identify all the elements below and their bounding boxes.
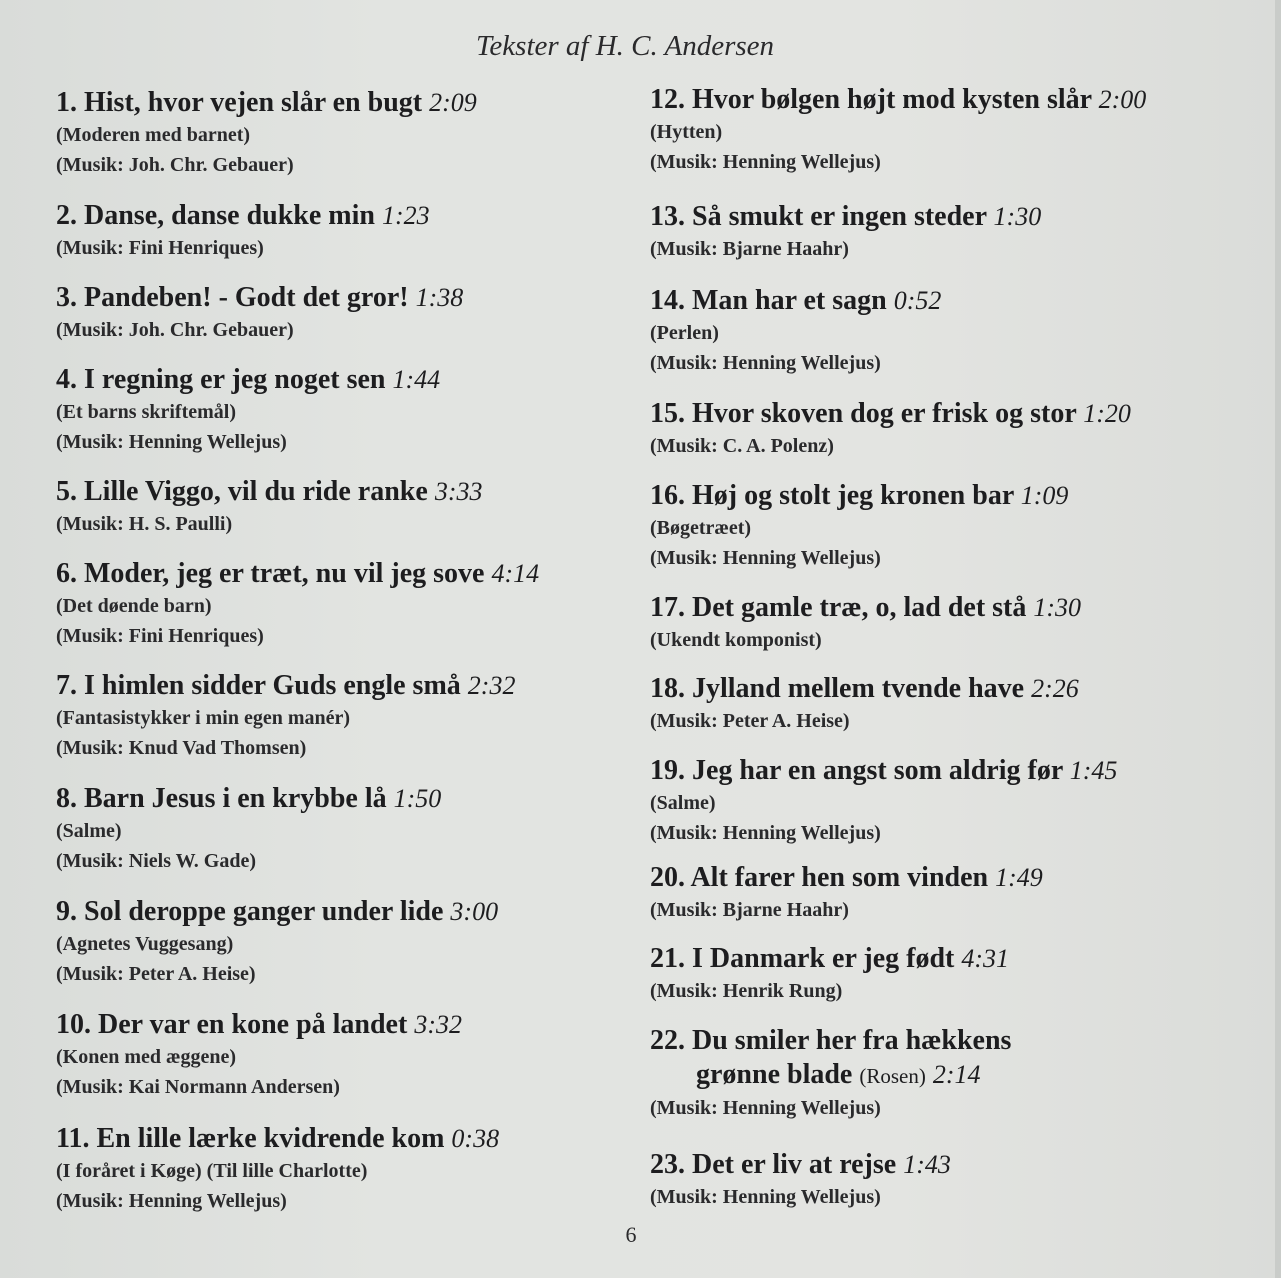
track-9: [56, 895, 626, 1008]
track-composer: (Musik: Joh. Chr. Gebauer): [56, 154, 294, 176]
track-composer: (Musik: Peter A. Heise): [56, 963, 256, 985]
track-title: 13. Så smukt er ingen steder 1:30: [650, 201, 1042, 232]
page-header: Tekster af H. C. Andersen: [475, 30, 775, 62]
track-19: [650, 754, 1230, 861]
track-composer: (Musik: Henrik Rung): [650, 980, 843, 1002]
track-title: 8. Barn Jesus i en krybbe lå 1:50: [56, 783, 442, 814]
track-14: [650, 284, 1230, 397]
track-title: 9. Sol deroppe ganger under lide 3:00: [56, 896, 499, 927]
track-title: 15. Hvor skoven dog er frisk og stor 1:20: [650, 398, 1131, 429]
track-duration: 1:45: [1069, 756, 1118, 785]
track-subtitle: (Et barns skriftemål): [56, 401, 236, 423]
track-duration: 3:33: [434, 477, 483, 506]
track-duration: 1:09: [1020, 481, 1069, 510]
page-number: 6: [625, 1222, 637, 1247]
track-title: 18. Jylland mellem tvende have 2:26: [650, 673, 1079, 704]
track-composer: (Musik: Joh. Chr. Gebauer): [56, 319, 294, 341]
track-title: 5. Lille Viggo, vil du ride ranke 3:33: [56, 476, 483, 507]
track-composer: (Musik: Fini Henriques): [56, 237, 264, 259]
track-12: [650, 83, 1230, 200]
track-duration: 1:49: [995, 863, 1043, 892]
track-title: 22. Du smiler her fra hækkens: [650, 1025, 1012, 1056]
track-5: [56, 475, 626, 557]
track-composer: (Musik: Niels W. Gade): [56, 850, 257, 872]
track-title: 17. Det gamle træ, o, lad det stå 1:30: [650, 592, 1082, 623]
track-subtitle: (Hytten): [650, 121, 723, 143]
track-1: [56, 86, 626, 199]
track-10: [56, 1008, 626, 1122]
track-20: [650, 861, 1230, 942]
track-composer: (Musik: Henning Wellejus): [650, 151, 881, 173]
track-2: [56, 199, 626, 281]
track-duration: 4:31: [961, 944, 1010, 973]
track-composer: (Musik: Knud Vad Thomsen): [56, 737, 307, 759]
track-title: 1. Hist, hvor vejen slår en bugt 2:09: [56, 87, 477, 118]
track-3: [56, 281, 626, 363]
track-title: 21. I Danmark er jeg født 4:31: [650, 943, 1010, 974]
track-duration: 1:30: [1033, 593, 1082, 622]
track-duration: 1:30: [993, 202, 1042, 231]
track-composer: (Musik: Henning Wellejus): [650, 352, 881, 374]
track-duration: 1:23: [381, 201, 430, 230]
track-title: 7. I himlen sidder Guds engle små 2:32: [56, 670, 516, 701]
track-21: [650, 942, 1230, 1024]
track-duration: 2:26: [1031, 674, 1079, 703]
track-duration: 0:52: [893, 286, 942, 315]
track-composer: (Musik: Henning Wellejus): [650, 1186, 881, 1208]
track-composer: (Musik: H. S. Paulli): [56, 513, 233, 535]
track-composer: (Musik: Henning Wellejus): [650, 1097, 881, 1119]
track-title: 19. Jeg har en angst som aldrig før 1:45: [650, 755, 1118, 786]
track-composer: (Musik: Bjarne Haahr): [650, 899, 849, 921]
track-subtitle: (I foråret i Køge) (Til lille Charlotte): [56, 1160, 368, 1182]
track-composer: (Musik: Henning Wellejus): [650, 547, 881, 569]
track-title: 2. Danse, danse dukke min 1:23: [56, 200, 430, 231]
track-duration: 2:32: [467, 671, 516, 700]
track-duration: 3:00: [450, 897, 499, 926]
track-note: (Rosen): [859, 1064, 926, 1088]
track-title: 10. Der var en kone på landet 3:32: [56, 1009, 462, 1040]
right-column: [650, 83, 1230, 1212]
track-composer: (Musik: Henning Wellejus): [56, 1190, 287, 1212]
track-composer: (Musik: Bjarne Haahr): [650, 238, 849, 260]
left-column: [56, 86, 626, 1216]
track-8: [56, 782, 626, 895]
track-subtitle: (Bøgetræet): [650, 517, 752, 539]
track-subtitle: (Fantasistykker i min egen manér): [56, 707, 351, 729]
track-subtitle: (Salme): [56, 820, 122, 842]
track-22: [650, 1024, 1230, 1148]
track-11: [56, 1122, 626, 1216]
track-title: 20. Alt farer hen som vinden 1:49: [650, 862, 1043, 893]
track-subtitle: (Perlen): [650, 322, 719, 344]
track-duration: 2:09: [429, 88, 477, 117]
track-composer: (Musik: Fini Henriques): [56, 625, 264, 647]
track-duration: 1:38: [415, 283, 464, 312]
track-13: [650, 200, 1230, 284]
track-composer: (Musik: Peter A. Heise): [650, 710, 850, 732]
track-duration: 2:14: [932, 1060, 981, 1089]
track-title: 6. Moder, jeg er træt, nu vil jeg sove 4:14: [56, 558, 540, 589]
track-composer: (Musik: Henning Wellejus): [650, 822, 881, 844]
track-duration: 4:14: [491, 559, 540, 588]
track-title: 14. Man har et sagn 0:52: [650, 285, 942, 316]
track-composer: (Musik: Kai Normann Andersen): [56, 1076, 340, 1098]
track-subtitle: (Agnetes Vuggesang): [56, 933, 234, 955]
track-7: [56, 669, 626, 782]
track-duration: 0:38: [451, 1124, 500, 1153]
track-6: [56, 557, 626, 669]
track-composer: (Ukendt komponist): [650, 629, 822, 651]
track-title-continued: grønne blade (Rosen) 2:14: [696, 1059, 981, 1090]
track-duration: 1:44: [392, 365, 441, 394]
track-duration: 3:32: [414, 1010, 462, 1039]
track-23: [650, 1148, 1230, 1212]
track-15: [650, 397, 1230, 479]
track-title: 23. Det er liv at rejse 1:43: [650, 1149, 951, 1180]
track-duration: 2:00: [1098, 85, 1147, 114]
track-title: 12. Hvor bølgen højt mod kysten slår 2:00: [650, 84, 1147, 115]
track-title: 11. En lille lærke kvidrende kom 0:38: [56, 1123, 500, 1154]
track-subtitle: (Salme): [650, 792, 716, 814]
track-subtitle: (Moderen med barnet): [56, 124, 251, 146]
track-title: 4. I regning er jeg noget sen 1:44: [56, 364, 441, 395]
track-duration: 1:50: [393, 784, 442, 813]
track-duration: 1:43: [903, 1150, 951, 1179]
track-18: [650, 672, 1230, 754]
track-title: 16. Høj og stolt jeg kronen bar 1:09: [650, 480, 1069, 511]
track-17: [650, 591, 1230, 672]
track-duration: 1:20: [1083, 399, 1131, 428]
track-subtitle: (Konen med æggene): [56, 1046, 236, 1068]
track-4: [56, 363, 626, 475]
track-subtitle: (Det døende barn): [56, 595, 212, 617]
track-title: 3. Pandeben! - Godt det gror! 1:38: [56, 282, 464, 313]
page-edge: [1275, 0, 1281, 1278]
track-16: [650, 479, 1230, 591]
track-composer: (Musik: C. A. Polenz): [650, 435, 834, 457]
track-composer: (Musik: Henning Wellejus): [56, 431, 287, 453]
